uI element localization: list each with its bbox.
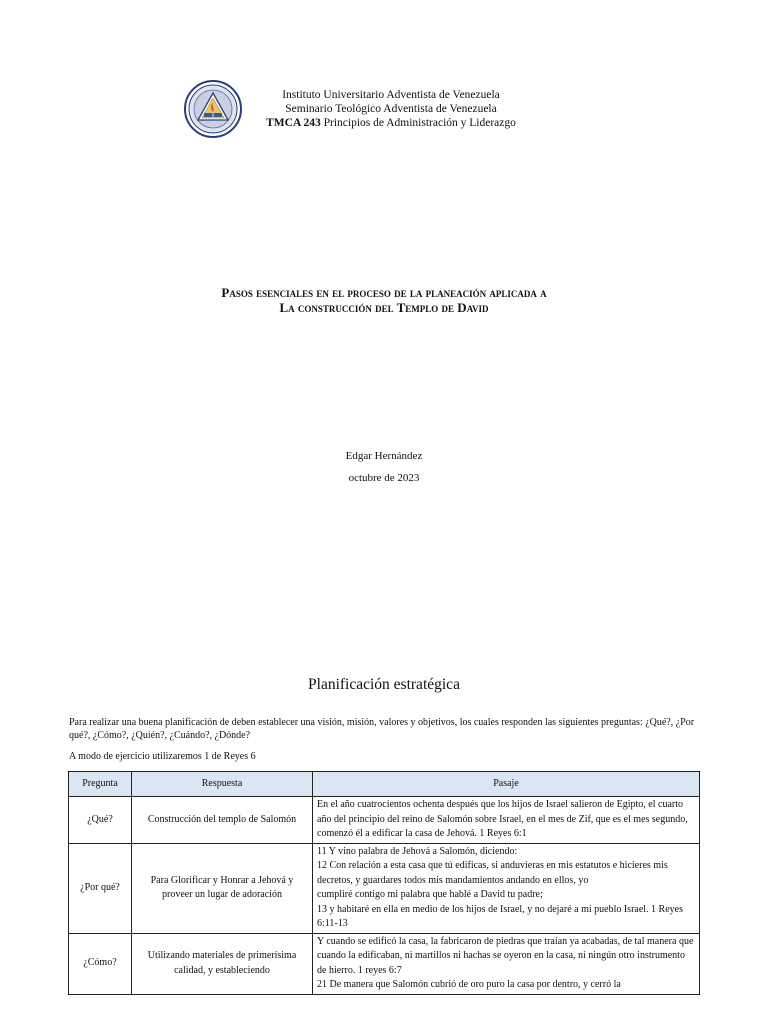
table-row: [69, 797, 700, 844]
passage-line: Y cuando se edificó la casa, la fabricaron de piedras que traían ya acabadas, de tal manera que cuando la edificaban, ni martillos ni hachas se oyeron en la casa, ni ningún otro instrumento de hierro. 1 reyes 6:7: [317, 935, 694, 976]
institution-seal-logo: [184, 80, 242, 138]
passage-line: cumpliré contigo mi palabra que hablé a David tu padre;: [317, 889, 543, 900]
table-row: [69, 933, 700, 994]
document-title: [0, 285, 768, 315]
answer-cell: Construcción del templo de Salomón: [132, 797, 313, 844]
question-cell: ¿Qué?: [69, 797, 132, 844]
institution-name: Instituto Universitario Adventista de Venezuela: [282, 89, 500, 101]
section-title: Planificación estratégica: [308, 676, 460, 693]
passage-line: 11 Y vino palabra de Jehová a Salomón, diciendo:: [317, 845, 518, 857]
exercise-note: A modo de ejercicio utilizaremos 1 de Reyes 6: [69, 751, 256, 762]
answer-cell: Utilizando materiales de primerísima calidad, y estableciendo: [132, 933, 313, 994]
passage-line: 13 y habitaré en ella en medio de los hijos de Israel, y no dejaré a mi pueblo Israel. 1 Reyes 6:11-13: [317, 903, 683, 929]
column-header-pasaje: Pasaje: [313, 772, 700, 797]
document-title-line-1: Pasos esenciales en el proceso de la planeación aplicada a: [221, 285, 547, 300]
passage-line: En el año cuatrocientos ochenta después que los hijos de Israel salieron de Egipto, el cuarto año del principio del reino de Salomón sobre Israel, en el mes de Zif, que es el mes segundo, comenzó él a edificar la casa de Jehová. 1 Reyes 6:1: [317, 799, 688, 839]
institution-header: [184, 80, 526, 138]
table-header-row: [69, 772, 700, 797]
institution-header-text: [256, 88, 526, 130]
question-cell: ¿Por qué?: [69, 843, 132, 933]
table-row: [69, 843, 700, 933]
passage-cell: [313, 843, 700, 933]
column-header-respuesta: Respuesta: [132, 772, 313, 797]
passage-line: 21 De manera que Salomón cubrió de oro puro la casa por dentro, y cerró la: [317, 979, 621, 990]
document-date: octubre de 2023: [348, 472, 420, 484]
intro-paragraph: Para realizar una buena planificación de deben establecer una visión, misión, valores y objetivos, los cuales responden las siguientes preguntas: ¿Qué?, ¿Por qué?, ¿Cómo?, ¿Quién?, ¿Cuándo?, ¿Dónde?: [69, 717, 695, 741]
author-name: Edgar Hernández: [345, 450, 423, 462]
course-code: TMCA 243: [266, 117, 321, 129]
planning-table: [68, 771, 700, 995]
seminary-name: Seminario Teológico Adventista de Venezuela: [285, 103, 497, 115]
column-header-pregunta: Pregunta: [69, 772, 132, 797]
course-name: Principios de Administración y Liderazgo: [320, 117, 516, 129]
passage-cell: [313, 933, 700, 994]
document-title-line-2: La construcción del Templo de David: [279, 300, 489, 315]
answer-cell: Para Glorificar y Honrar a Jehová y proveer un lugar de adoración: [132, 843, 313, 933]
passage-line: 12 Con relación a esta casa que tú edificas, si anduvieras en mis estatutos e hicieres mis decretos, y guardares todos mis mandamientos andando en ellos, yo: [317, 860, 668, 886]
course-line: [256, 116, 526, 130]
question-cell: ¿Cómo?: [69, 933, 132, 994]
passage-cell: [313, 797, 700, 844]
